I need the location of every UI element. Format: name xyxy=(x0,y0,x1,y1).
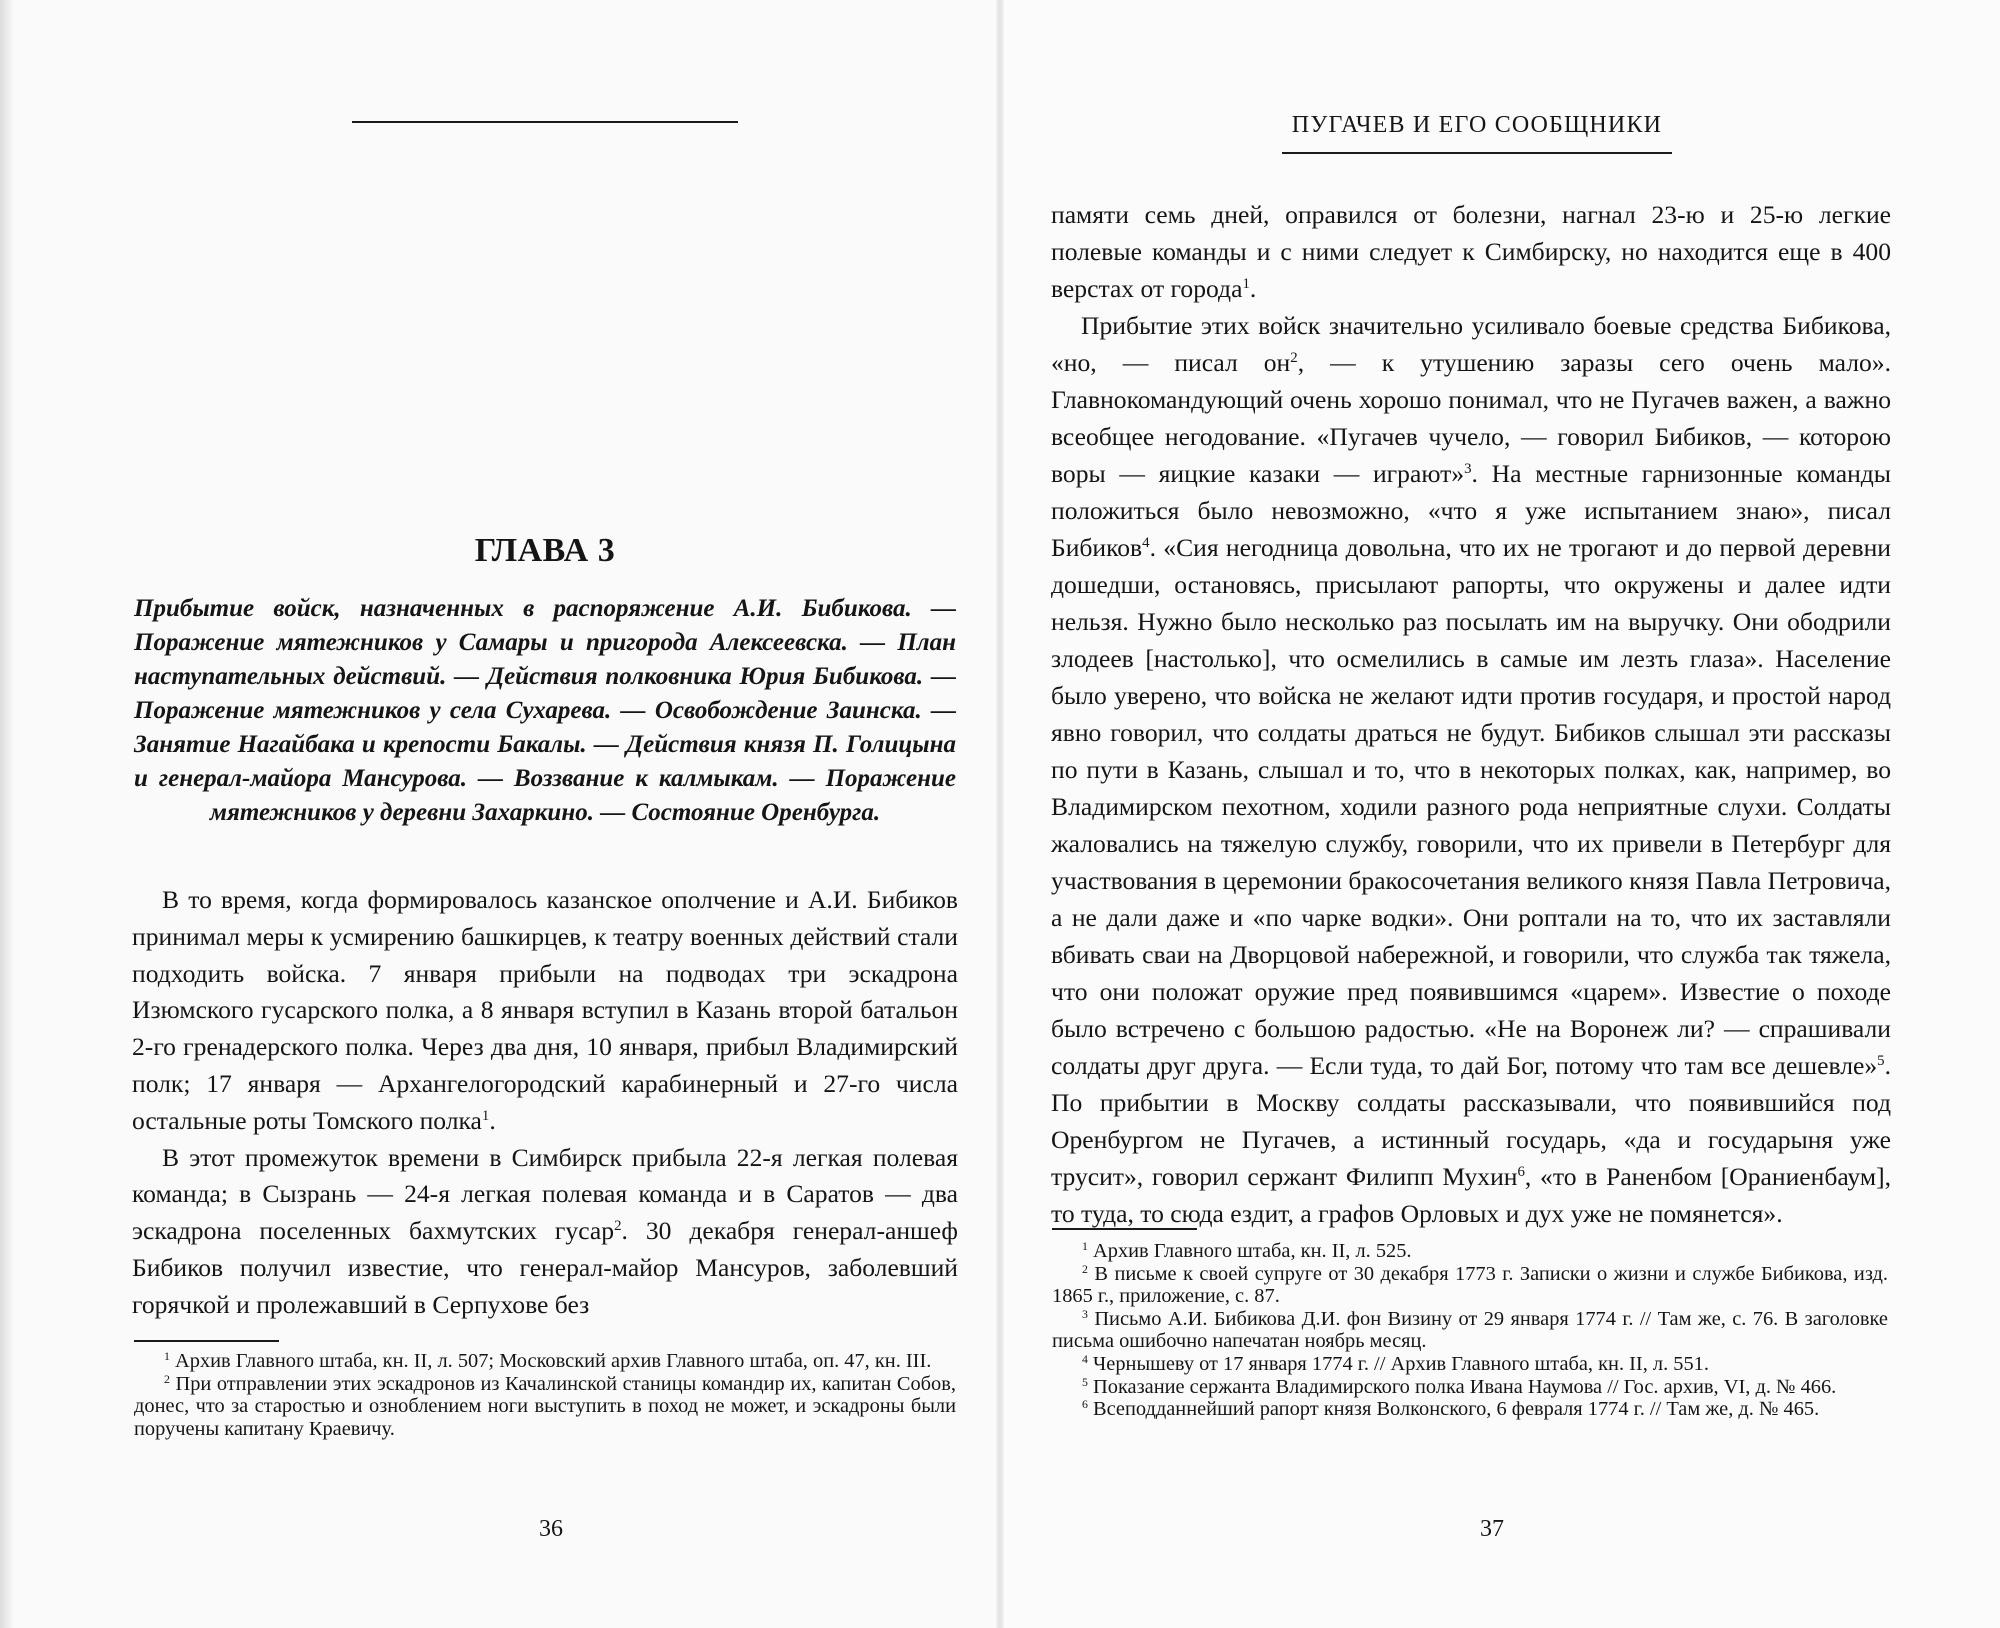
chapter-synopsis: Прибытие войск, назначенных в распоряжение А.И. Бибикова. — Поражение мятежников у Самары и пригорода Алексеевска. — План наступательных действий. — Действия полковника Юрия Бибикова. — Поражение мятежников у села Сухарева. — Освобождение Заинска. — Занятие Нагайбака и крепости Бакалы. — Действия князя П. Голицына и генерал-майора Мансурова. — Воззвание к калмыкам. — Поражение мятежников у деревни Захаркино. — Состояние Оренбурга. xyxy=(134,595,956,826)
footnote-ref: 5 xyxy=(1877,1053,1885,1070)
chapter-title: ГЛАВА 3 xyxy=(474,532,616,569)
right-footnotes xyxy=(1052,1240,1888,1421)
footnote-ref: 4 xyxy=(1142,535,1150,552)
footnote: $^1$ Архив Главного штаба, кн. II, л. 507; Московский архив Главного штаба, оп. 47, кн. III. xyxy=(164,1348,932,1372)
right-page xyxy=(1000,0,2000,1628)
header-rule xyxy=(352,121,738,123)
footnote-ref: 2 xyxy=(1290,350,1298,367)
paragraph: В то время, когда формировалось казанское ополчение и А.И. Бибиков принимал меры к усмирению башкирцев, к театру военных действий стали подходить войска. 7 января прибыли на подводах три эскадрона Изюмского гусарского полка, а 8 января вступил в Казань второй батальон 2-го гренадерского полка. Через два дня, 10 января, прибыл Владимирский полк; 17 января — Архангелогородский карабинерный и 27-го числа остальные роты Томского полка$^1$. xyxy=(132,885,958,1135)
right-body-text xyxy=(1051,196,1891,1232)
footnote-ref: 1 xyxy=(481,1107,490,1124)
footnote: $^6$ Всеподданнейший рапорт князя Волконского, 6 февраля 1774 г. // Там же, д. № 465. xyxy=(1082,1397,1820,1421)
footnote: $^1$ Архив Главного штаба, кн. II, л. 525. xyxy=(1082,1238,1412,1262)
page-edge-shadow xyxy=(0,0,14,1628)
running-head: ПУГАЧЕВ И ЕГО СООБЩНИКИ xyxy=(1291,112,1663,138)
header-rule xyxy=(1282,152,1672,154)
footnote: $^3$ Письмо А.И. Бибикова Д.И. фон Визину от 29 января 1774 г. // Там же, с. 76. В заголовке письма ошибочно напечатан ноябрь месяц. xyxy=(1052,1306,1888,1353)
footnote-ref: 3 xyxy=(1464,461,1472,478)
footnote-ref: 1 xyxy=(1242,276,1250,293)
page-number: 36 xyxy=(539,1516,563,1542)
book-gutter xyxy=(996,0,1004,1628)
left-body-text xyxy=(132,882,958,1324)
footnote: $^2$ При отправлении этих эскадронов из Качалинской станицы командир их, капитан Собов, донес, что за старостью и озноблением ноги выступить в поход не может, и эскадроны были поручены капитану Краевичу. xyxy=(134,1371,956,1440)
left-footnotes xyxy=(134,1350,956,1440)
footnote-ref: 6 xyxy=(1517,1164,1525,1181)
footnote: $^4$ Чернышеву от 17 января 1774 г. // Архив Главного штаба, кн. II, л. 551. xyxy=(1082,1351,1709,1375)
footnote: $^2$ В письме к своей супруге от 30 декабря 1773 г. Записки о жизни и службе Бибикова, изд. 1865 г., приложение, с. 87. xyxy=(1052,1261,1888,1308)
page-number: 37 xyxy=(1480,1516,1504,1542)
paragraph: Прибытие этих войск значительно усиливало боевые средства Бибикова, «но, — писал $он^2$, — к утушению заразы сего очень мало». Главнокомандующий очень хорошо понимал, что не Пугачев важен, а важно всеобщее негодование. «Пугачев чучело, — говорил Бибиков, — которою воры — яицкие казаки — играют»$^3$. На местные гарнизонные команды положиться было невозможно, «что я уже испытанием знаю», писал Бибиков$^4$. «Сия негодница довольна, что их не трогают и до первой деревни дошедши, остановясь, присылают рапорты, что окружены и далее идти нельзя. Нужно было несколько раз посылать им на выручку. Они ободрили злодеев [настолько], что осмелились в самые им лезть глаза». Население было уверено, что войска не желают идти против государя, и простой народ явно говорил, что солдаты драться не будут. Бибиков слышал эти рассказы по пути в Казань, слышал и то, что в некоторых полках, как, например, во Владимирском пехотном, ходили разного рода неприятные слухи. Солдаты жаловались на тяжелую службу, говорили, что их привели в Петербург для участвования в церемонии бракосочетания великого князя Павла Петровича, а не дали даже и «по чарке водки». Они роптали на то, что их заставляли вбивать сваи на Дворцовой набережной, и говорили, что служба так тяжела, что они положат оружие пред появившимся «царем». Известие о походе было встречено с большою радостью. «Не на Воронеж ли? — спрашивали солдаты друг друга. — Если туда, то дай Бог, потому что там все дешевле»$^5$. По прибытии в Москву солдаты рассказывали, что появившийся под Оренбургом не Пугачев, а истинный государь, «да и государыня уже трусит», говорил сержант Филипп Мухин$^6$, «то в Раненбом [Ораниенбаум], то туда, то сюда ездит, а графов Орловых и дух уже не помянется». xyxy=(1051,311,1891,1228)
footnote: $^5$ Показание сержанта Владимирского полка Ивана Наумова // Гос. архив, VI, д. № 466. xyxy=(1082,1374,1837,1398)
footnote-rule xyxy=(1052,1228,1197,1230)
footnote-ref: 2 xyxy=(614,1218,622,1235)
paragraph: памяти семь дней, оправился от болезни, нагнал 23-ю и 25-ю легкие полевые команды и с ними следует к Симбирску, но находится еще в 400 верстах от города$^1$. xyxy=(1051,200,1891,303)
footnote-rule xyxy=(134,1340,279,1342)
paragraph: В этот промежуток времени в Симбирск прибыла 22-я легкая полевая команда; в Сызрань — 24-я легкая полевая команда и в Саратов — два эскадрона поселенных бахмутских гусар$^2$. 30 декабря генерал-аншеф Бибиков получил известие, что генерал-майор Мансуров, заболевший горячкой и пролежавший в Серпухове без xyxy=(132,1142,958,1319)
